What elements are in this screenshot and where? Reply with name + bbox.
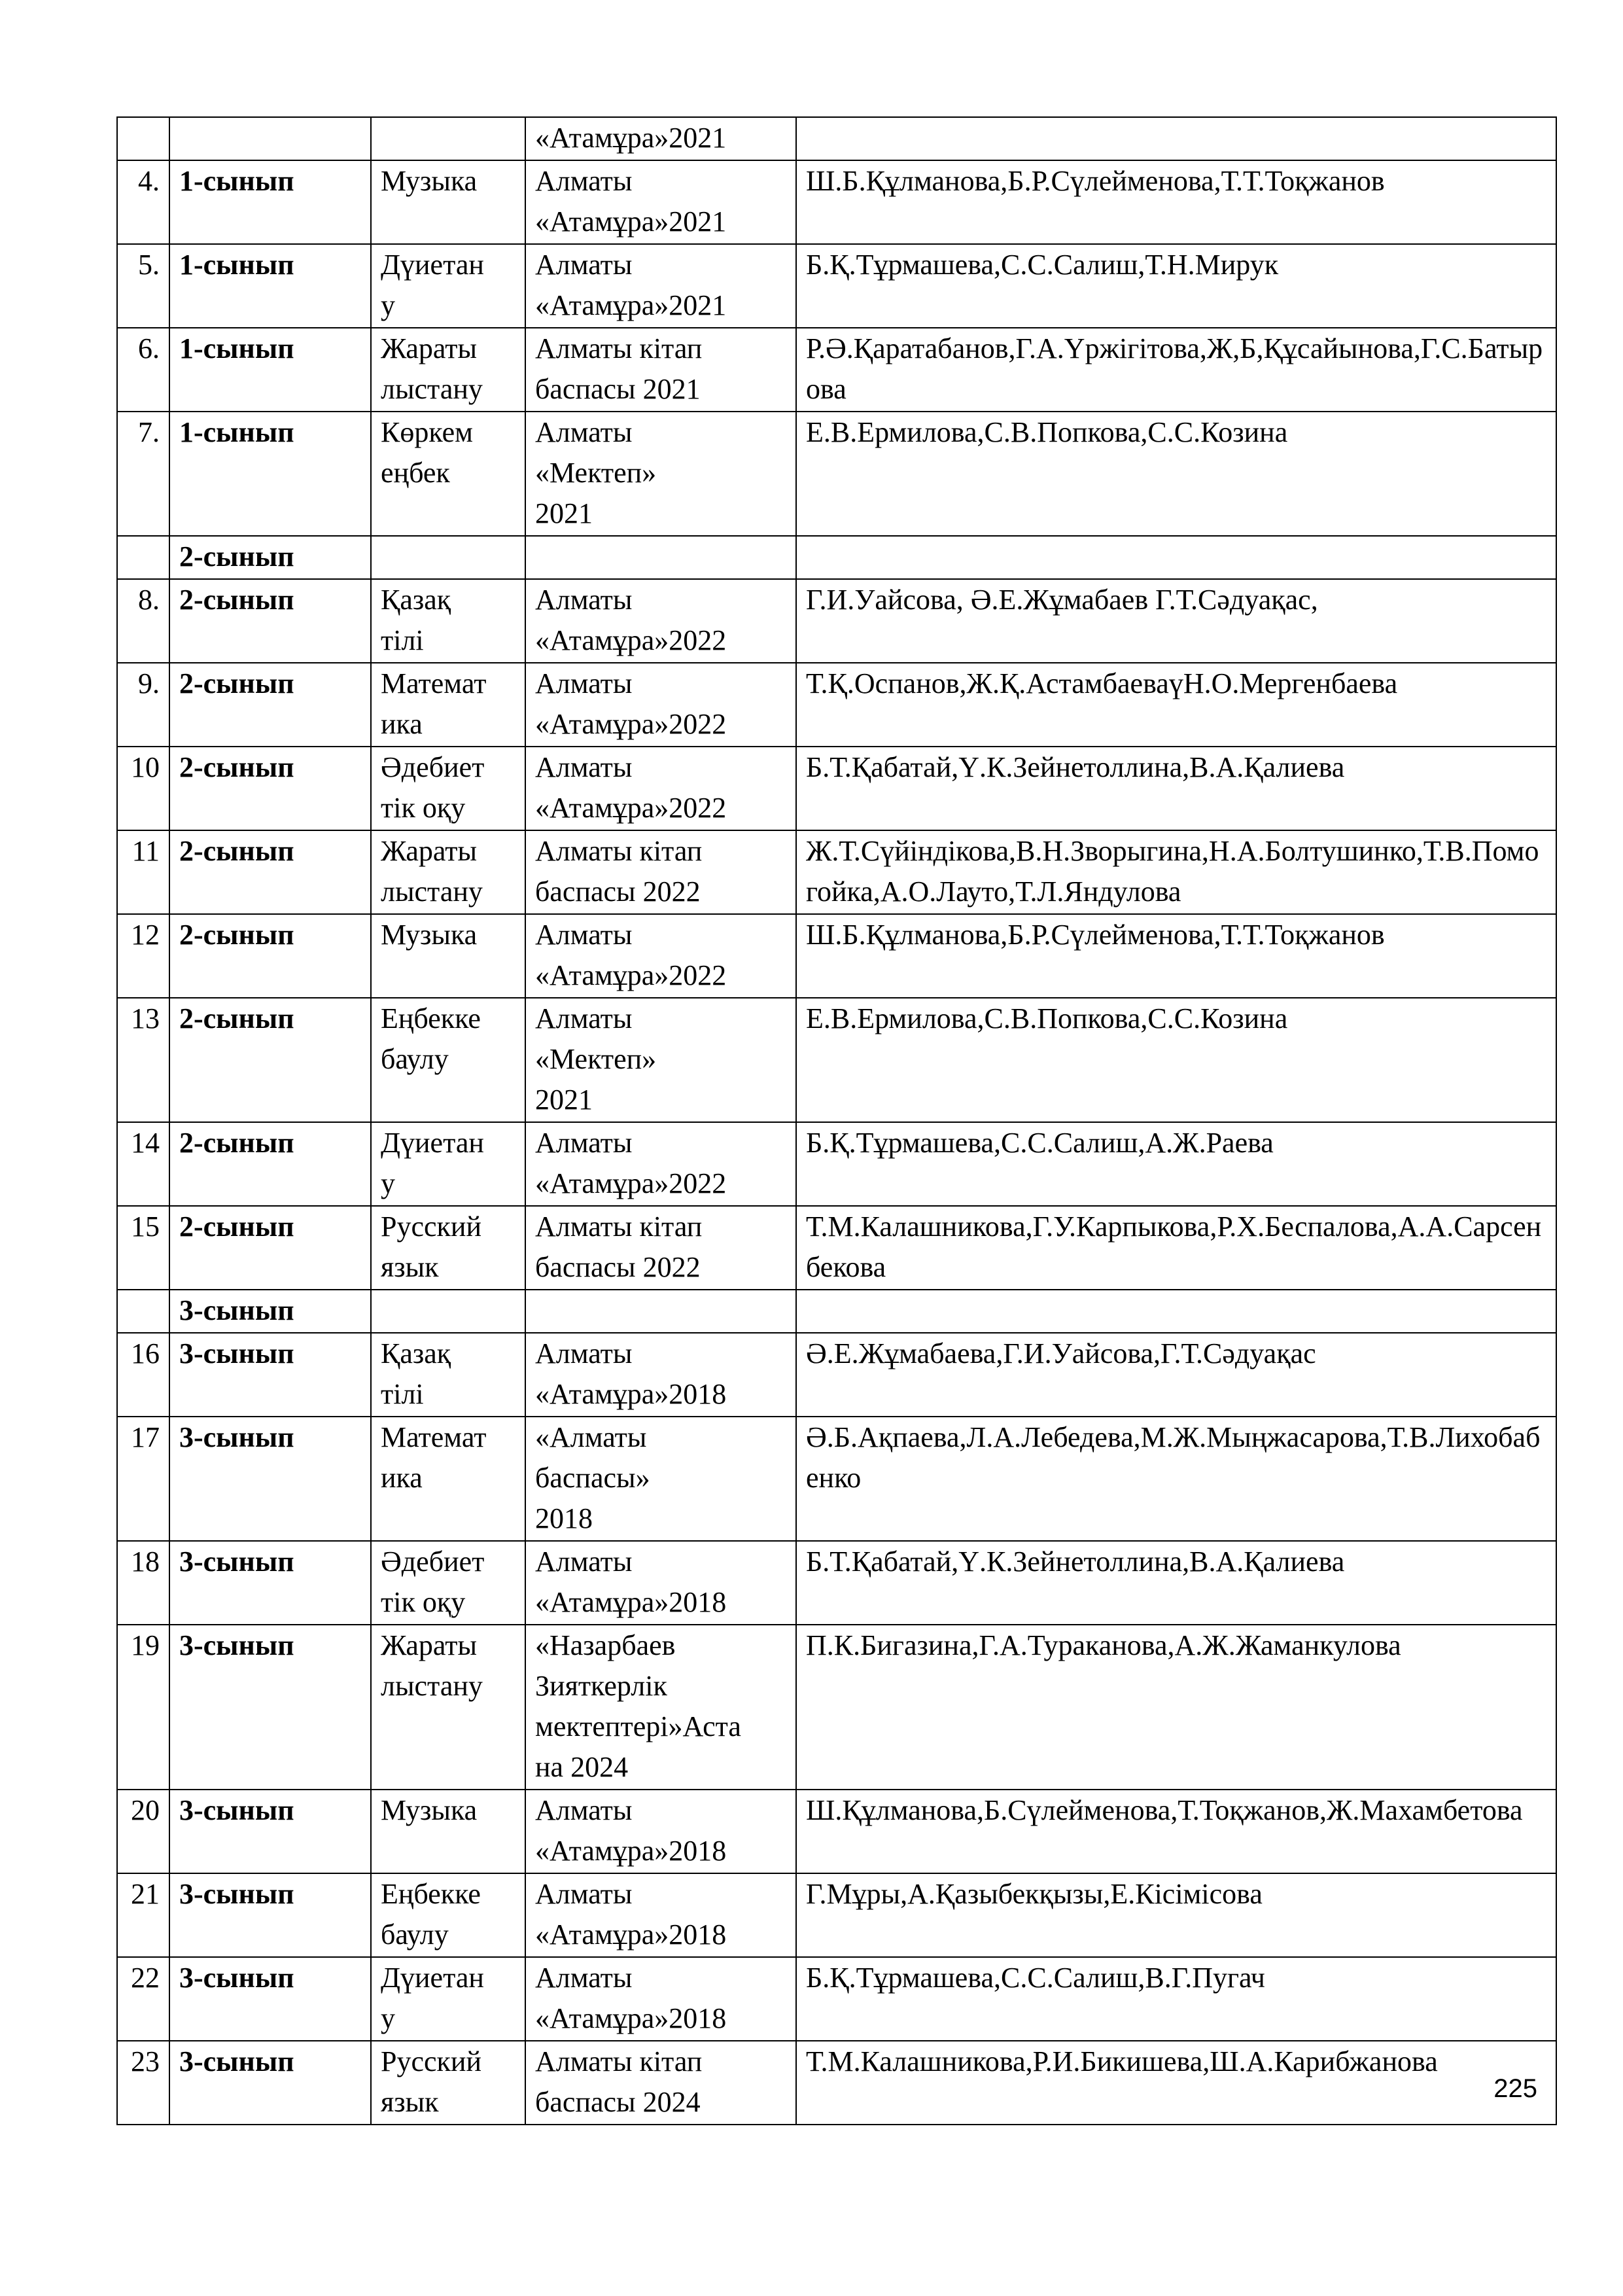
table-row	[117, 1122, 1556, 1206]
row-number: 13	[117, 998, 169, 1122]
table-row	[117, 1873, 1556, 1957]
grade-cell: 2-сынып	[169, 536, 371, 579]
authors-cell: Б.Т.Қабатай,Ү.К.Зейнетоллина,В.А.Қалиева	[796, 747, 1556, 830]
row-number: 18	[117, 1541, 169, 1625]
authors-cell: Е.В.Ермилова,С.В.Попкова,С.С.Козина	[796, 412, 1556, 536]
authors-cell: Б.Қ.Тұрмашева,С.С.Салиш,Т.Н.Мирук	[796, 244, 1556, 328]
publisher-cell: Алматы «Атамұра»2018	[525, 1957, 796, 2041]
grade-cell: 3-сынып	[169, 1417, 371, 1541]
subject-cell: Русский язык	[371, 2041, 525, 2125]
authors-cell: Т.Қ.Оспанов,Ж.Қ.АстамбаеваүН.О.Мергенбаева	[796, 663, 1556, 747]
subject-cell: Көркем еңбек	[371, 412, 525, 536]
grade-cell: 2-сынып	[169, 579, 371, 663]
grade-cell: 2-сынып	[169, 747, 371, 830]
row-number: 5.	[117, 244, 169, 328]
row-number: 19	[117, 1625, 169, 1790]
row-number: 15	[117, 1206, 169, 1290]
grade-cell: 3-сынып	[169, 1290, 371, 1333]
grade-cell: 2-сынып	[169, 663, 371, 747]
authors-cell	[796, 536, 1556, 579]
publisher-cell: «Назарбаев Зияткерлік мектептері»Аста на 2024	[525, 1625, 796, 1790]
table-row	[117, 663, 1556, 747]
authors-cell: Т.М.Калашникова,Р.И.Бикишева,Ш.А.Карибжанова	[796, 2041, 1556, 2125]
table-row	[117, 579, 1556, 663]
subject-cell: Жараты лыстану	[371, 1625, 525, 1790]
table-row	[117, 1417, 1556, 1541]
row-number: 9.	[117, 663, 169, 747]
row-number: 11	[117, 830, 169, 914]
authors-cell: Ә.Б.Ақпаева,Л.А.Лебедева,М.Ж.Мыңжасарова,Т.В.Лихобабенко	[796, 1417, 1556, 1541]
table-row	[117, 1333, 1556, 1417]
authors-cell: Б.Қ.Тұрмашева,С.С.Салиш,В.Г.Пугач	[796, 1957, 1556, 2041]
row-number: 14	[117, 1122, 169, 1206]
subject-cell: Математ ика	[371, 1417, 525, 1541]
row-number: 8.	[117, 579, 169, 663]
authors-cell: Т.М.Калашникова,Г.У.Карпыкова,Р.Х.Беспалова,А.А.Сарсенбекова	[796, 1206, 1556, 1290]
publisher-cell: Алматы «Атамұра»2022	[525, 747, 796, 830]
row-number: 17	[117, 1417, 169, 1541]
publisher-cell: Алматы «Мектеп» 2021	[525, 998, 796, 1122]
row-number: 7.	[117, 412, 169, 536]
publisher-cell: Алматы «Атамұра»2018	[525, 1790, 796, 1873]
authors-cell: Г.И.Уайсова, Ә.Е.Жұмабаев Г.Т.Сәдуақас,	[796, 579, 1556, 663]
table-row	[117, 1206, 1556, 1290]
grade-cell: 1-сынып	[169, 412, 371, 536]
authors-cell: Г.Мұры,А.Қазыбекқызы,Е.Кісімісова	[796, 1873, 1556, 1957]
subject-cell: Жараты лыстану	[371, 830, 525, 914]
row-number	[117, 117, 169, 160]
table-row	[117, 1541, 1556, 1625]
table-row	[117, 1625, 1556, 1790]
publisher-cell: Алматы «Атамұра»2022	[525, 914, 796, 998]
subject-cell: Дүиетан у	[371, 244, 525, 328]
subject-cell: Русский язык	[371, 1206, 525, 1290]
authors-cell	[796, 1290, 1556, 1333]
publisher-cell: Алматы «Мектеп» 2021	[525, 412, 796, 536]
authors-cell: Е.В.Ермилова,С.В.Попкова,С.С.Козина	[796, 998, 1556, 1122]
subject-cell: Дүиетан у	[371, 1122, 525, 1206]
grade-cell: 2-сынып	[169, 914, 371, 998]
table-row	[117, 830, 1556, 914]
publisher-cell: Алматы «Атамұра»2018	[525, 1333, 796, 1417]
textbook-table	[116, 116, 1557, 2125]
publisher-cell: Алматы кітап баспасы 2024	[525, 2041, 796, 2125]
authors-cell: Б.Т.Қабатай,Ү.К.Зейнетоллина,В.А.Қалиева	[796, 1541, 1556, 1625]
subject-cell: Қазақ тілі	[371, 579, 525, 663]
table-row	[117, 412, 1556, 536]
row-number: 21	[117, 1873, 169, 1957]
subject-cell: Әдебиет тік оқу	[371, 1541, 525, 1625]
page-number: 225	[1493, 2074, 1537, 2103]
grade-cell: 2-сынып	[169, 830, 371, 914]
publisher-cell: Алматы «Атамұра»2021	[525, 244, 796, 328]
publisher-cell: Алматы кітап баспасы 2021	[525, 328, 796, 412]
subject-cell	[371, 1290, 525, 1333]
subject-cell: Еңбекке баулу	[371, 998, 525, 1122]
publisher-cell: Алматы «Атамұра»2018	[525, 1873, 796, 1957]
row-number: 16	[117, 1333, 169, 1417]
grade-cell: 3-сынып	[169, 2041, 371, 2125]
grade-cell: 3-сынып	[169, 1790, 371, 1873]
publisher-cell: «Алматы баспасы» 2018	[525, 1417, 796, 1541]
subject-cell: Жараты лыстану	[371, 328, 525, 412]
subject-cell: Еңбекке баулу	[371, 1873, 525, 1957]
table-row	[117, 117, 1556, 160]
row-number: 4.	[117, 160, 169, 244]
grade-cell: 3-сынып	[169, 1333, 371, 1417]
authors-cell: Ш.Құлманова,Б.Сүлейменова,Т.Тоқжанов,Ж.Махамбетова	[796, 1790, 1556, 1873]
publisher-cell: «Атамұра»2021	[525, 117, 796, 160]
grade-cell: 2-сынып	[169, 1206, 371, 1290]
publisher-cell	[525, 1290, 796, 1333]
grade-cell: 2-сынып	[169, 1122, 371, 1206]
row-number: 22	[117, 1957, 169, 2041]
publisher-cell	[525, 536, 796, 579]
table-row	[117, 244, 1556, 328]
grade-cell: 2-сынып	[169, 998, 371, 1122]
row-number: 20	[117, 1790, 169, 1873]
row-number: 10	[117, 747, 169, 830]
grade-cell: 3-сынып	[169, 1873, 371, 1957]
authors-cell: Ш.Б.Құлманова,Б.Р.Сүлейменова,Т.Т.Тоқжанов	[796, 914, 1556, 998]
table-row	[117, 1790, 1556, 1873]
grade-cell	[169, 117, 371, 160]
grade-cell: 1-сынып	[169, 244, 371, 328]
subject-cell: Музыка	[371, 160, 525, 244]
row-number	[117, 536, 169, 579]
publisher-cell: Алматы «Атамұра»2022	[525, 1122, 796, 1206]
authors-cell	[796, 117, 1556, 160]
subject-cell: Қазақ тілі	[371, 1333, 525, 1417]
authors-cell: Р.Ә.Қаратабанов,Г.А.Үржігітова,Ж,Б,Құсайынова,Г.С.Батырова	[796, 328, 1556, 412]
subject-cell: Музыка	[371, 914, 525, 998]
subject-cell	[371, 117, 525, 160]
publisher-cell: Алматы «Атамұра»2018	[525, 1541, 796, 1625]
row-number: 23	[117, 2041, 169, 2125]
textbook-table-body	[117, 117, 1556, 2125]
grade-cell: 1-сынып	[169, 328, 371, 412]
authors-cell: Ж.Т.Сүйіндікова,В.Н.Зворыгина,Н.А.Болтушинко,Т.В.Помогойка,А.О.Лауто,Т.Л.Яндулова	[796, 830, 1556, 914]
subject-cell: Әдебиет тік оқу	[371, 747, 525, 830]
publisher-cell: Алматы «Атамұра»2022	[525, 663, 796, 747]
subject-cell	[371, 536, 525, 579]
publisher-cell: Алматы кітап баспасы 2022	[525, 1206, 796, 1290]
table-row	[117, 914, 1556, 998]
table-row	[117, 747, 1556, 830]
subject-cell: Дүиетан у	[371, 1957, 525, 2041]
table-row	[117, 998, 1556, 1122]
authors-cell: Б.Қ.Тұрмашева,С.С.Салиш,А.Ж.Раева	[796, 1122, 1556, 1206]
table-row	[117, 536, 1556, 579]
grade-cell: 3-сынып	[169, 1541, 371, 1625]
table-row	[117, 328, 1556, 412]
table-row	[117, 2041, 1556, 2125]
table-row	[117, 1957, 1556, 2041]
grade-cell: 1-сынып	[169, 160, 371, 244]
subject-cell: Музыка	[371, 1790, 525, 1873]
authors-cell: П.К.Бигазина,Г.А.Тураканова,А.Ж.Жаманкулова	[796, 1625, 1556, 1790]
table-row	[117, 160, 1556, 244]
publisher-cell: Алматы «Атамұра»2022	[525, 579, 796, 663]
row-number: 12	[117, 914, 169, 998]
row-number	[117, 1290, 169, 1333]
publisher-cell: Алматы «Атамұра»2021	[525, 160, 796, 244]
table-row	[117, 1290, 1556, 1333]
grade-cell: 3-сынып	[169, 1957, 371, 2041]
authors-cell: Ә.Е.Жұмабаева,Г.И.Уайсова,Г.Т.Сәдуақас	[796, 1333, 1556, 1417]
authors-cell: Ш.Б.Құлманова,Б.Р.Сүлейменова,Т.Т.Тоқжанов	[796, 160, 1556, 244]
subject-cell: Математ ика	[371, 663, 525, 747]
publisher-cell: Алматы кітап баспасы 2022	[525, 830, 796, 914]
row-number: 6.	[117, 328, 169, 412]
grade-cell: 3-сынып	[169, 1625, 371, 1790]
